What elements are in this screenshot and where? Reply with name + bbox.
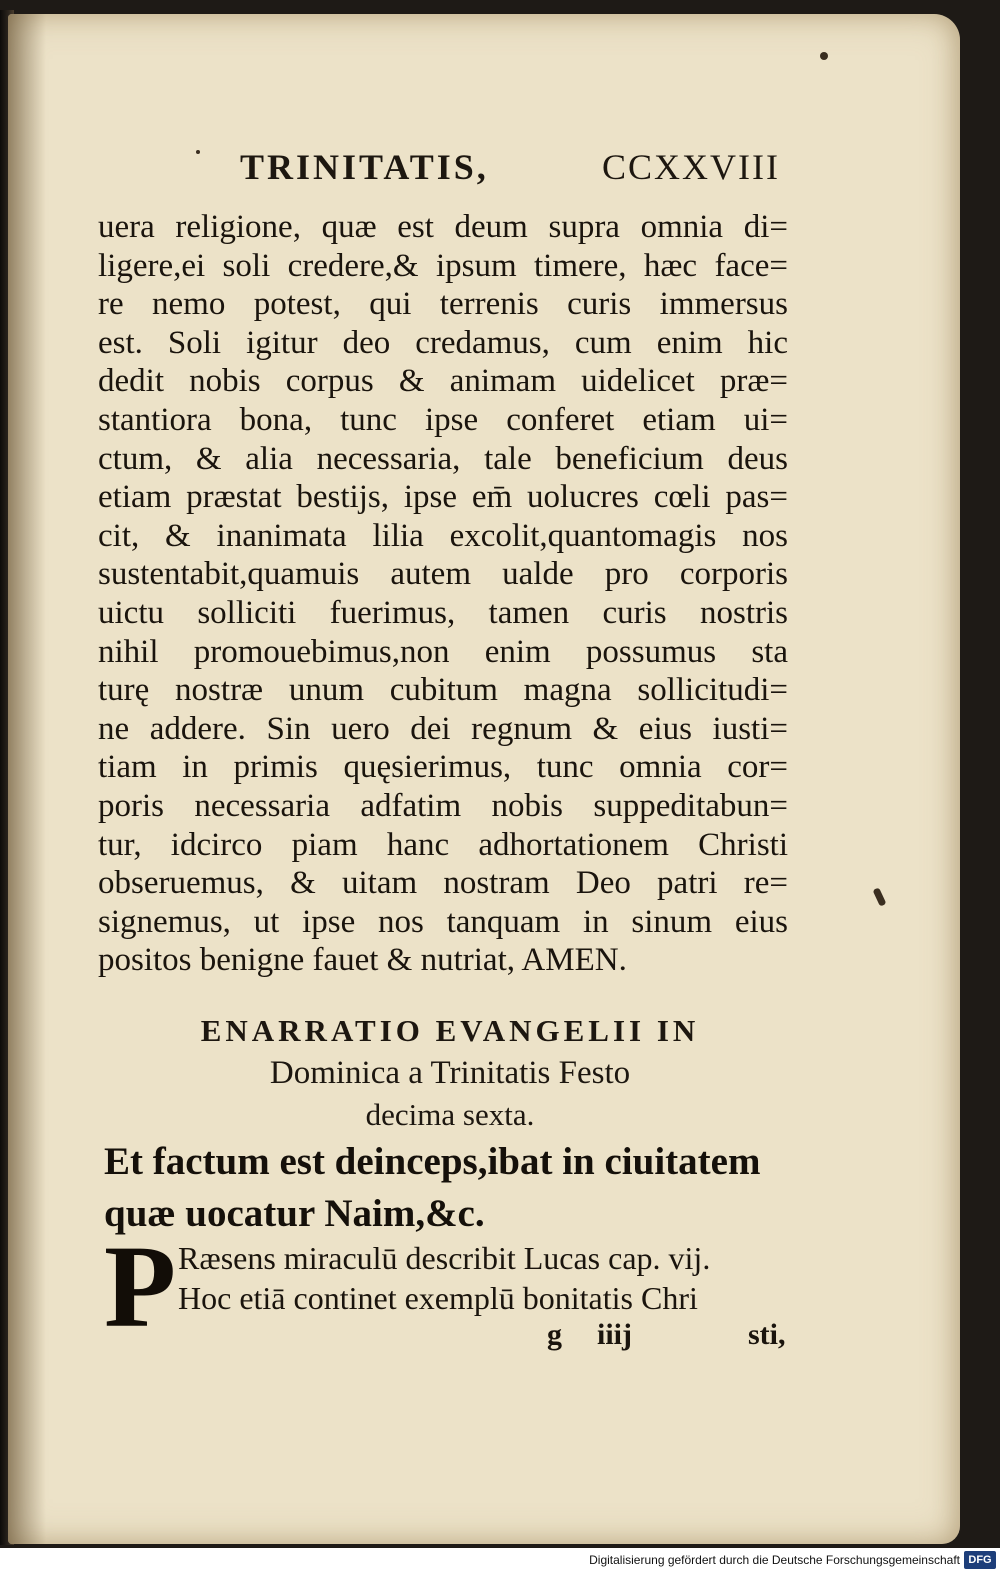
text-line: re nemo potest, qui terrenis curis immersus <box>98 286 788 323</box>
text-line: cit, & inanimata lilia excolit,quantomagis nos <box>98 517 788 554</box>
funding-credit: Digitalisierung gefördert durch die Deutsche Forschungsgemeinschaft <box>589 1553 960 1567</box>
text-line: obseruemus, & uitam nostram Deo patri re= <box>98 865 788 902</box>
text-line: stantiora bona, tunc ipse conferet etiam ui= <box>98 401 788 438</box>
text-line: dedit nobis corpus & animam uidelicet præ= <box>98 363 788 400</box>
opening-paragraph <box>178 1238 798 1318</box>
text-line: uictu solliciti fuerimus, tamen curis nostris <box>98 594 788 631</box>
footer-bar <box>0 1548 1000 1572</box>
opening-line-2: Hoc etiā continet exemplū bonitatis Chri <box>178 1280 698 1316</box>
text-line: est. Soli igitur deo credamus, cum enim hic <box>98 324 788 361</box>
catchword: sti, <box>748 1318 786 1351</box>
text-line: ligere,ei soli credere,& ipsum timere, hæc face= <box>98 247 788 284</box>
opening-line-1: Ræsens miraculū describit Lucas cap. vij. <box>178 1240 711 1276</box>
text-line: turę nostræ unum cubitum magna sollicitudi= <box>98 672 788 709</box>
text-line: tiam in primis quęsierimus, tunc omnia cor= <box>98 749 788 786</box>
text-line-last: positos benigne fauet & nutriat, AMEN. <box>98 942 627 979</box>
ink-spot <box>196 150 200 154</box>
heading-line-1: ENARRATIO EVANGELII IN <box>200 1013 700 1048</box>
pericope-line-2: quæ uocatur Naim,&c. <box>104 1192 485 1235</box>
pericope-line-1: Et factum est deinceps,ibat in ciuitatem <box>104 1140 761 1183</box>
section-heading <box>100 1010 800 1136</box>
running-title: TRINITATIS, <box>240 147 489 187</box>
text-line: etiam præstat bestijs, ipse em̄ uolucres cœli pas= <box>98 479 788 516</box>
ink-spot <box>820 52 828 60</box>
text-line: tur, idcirco piam hanc adhortationem Christi <box>98 826 788 863</box>
decorated-initial: P <box>104 1221 177 1352</box>
body-text <box>98 208 788 980</box>
signature-mark: g <box>547 1318 562 1351</box>
dfg-logo: DFG <box>964 1551 996 1569</box>
text-line: ne addere. Sin uero dei regnum & eius iusti= <box>98 710 788 747</box>
signature-number: iiij <box>597 1318 632 1351</box>
pericope-quote <box>104 1136 794 1240</box>
text-line: sustentabit,quamuis autem ualde pro corporis <box>98 556 788 593</box>
text-line: signemus, ut ipse nos tanquam in sinum eius <box>98 903 788 940</box>
text-line: ctum, & alia necessaria, tale beneficium deus <box>98 440 788 477</box>
text-line: poris necessaria adfatim nobis suppeditabun= <box>98 787 788 824</box>
heading-line-2: Dominica a Trinitatis Festo <box>269 1055 631 1091</box>
text-line: nihil promouebimus,non enim possumus sta <box>98 633 788 670</box>
running-head <box>240 146 780 196</box>
heading-line-3: decima sexta. <box>365 1097 535 1132</box>
folio-number: CCXXVIII <box>602 147 780 187</box>
text-line: uera religione, quæ est deum supra omnia di= <box>98 209 788 245</box>
